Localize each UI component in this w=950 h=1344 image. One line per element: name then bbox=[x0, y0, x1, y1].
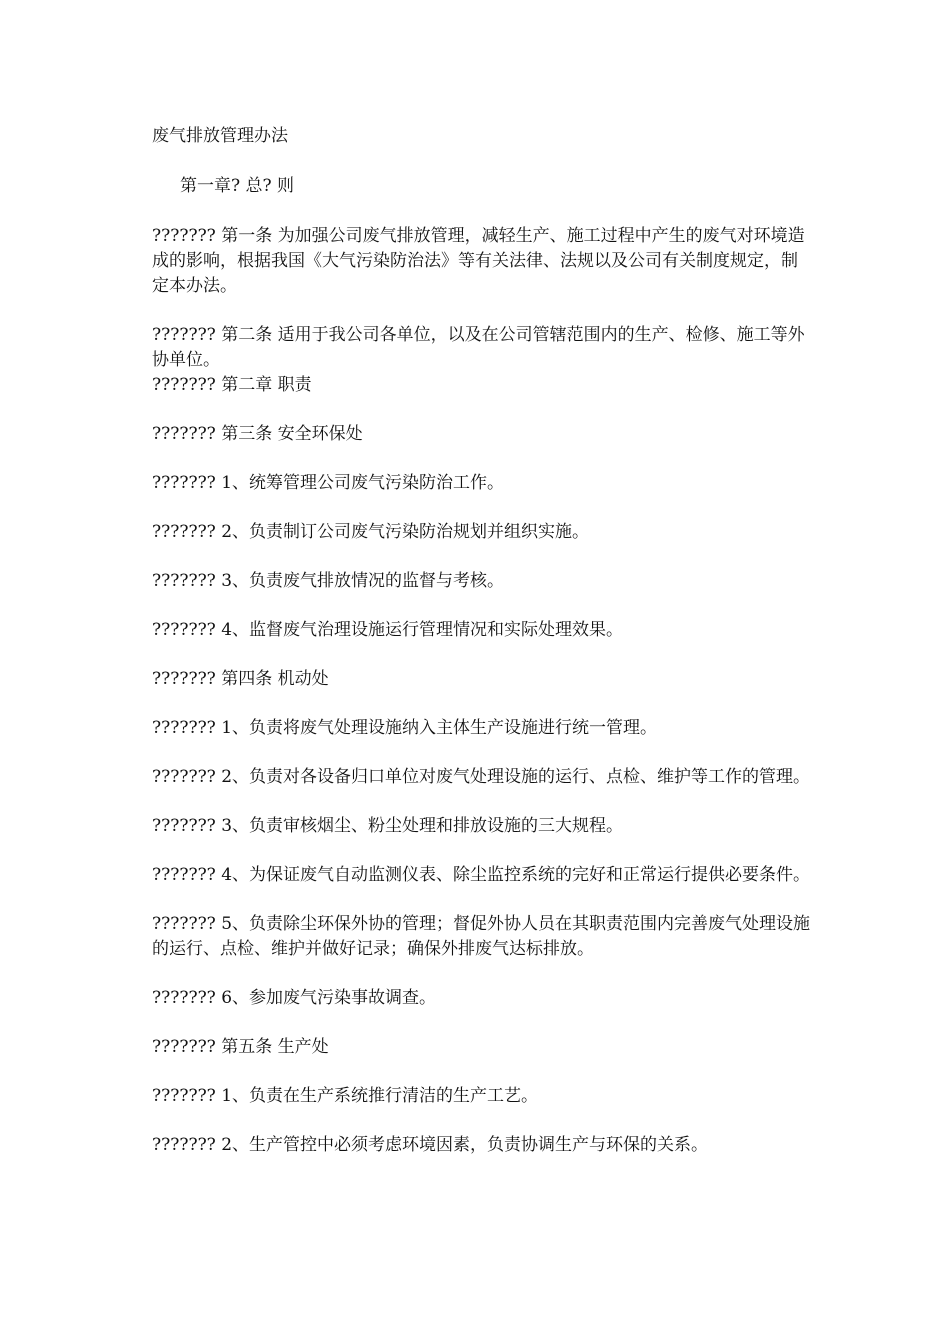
list-item: ??????? 1、负责在生产系统推行清洁的生产工艺。 bbox=[152, 1086, 539, 1106]
article-paragraph: ??????? 第二条 适用于我公司各单位，以及在公司管辖范围内的生产、检修、施工等外协单位。 bbox=[152, 325, 805, 370]
chapter-heading: 第一章? 总? 则 bbox=[180, 176, 295, 196]
article-heading: ??????? 第三条 安全环保处 bbox=[152, 424, 363, 444]
chapter-heading: ??????? 第二章 职责 bbox=[152, 375, 312, 395]
article-heading: ??????? 第五条 生产处 bbox=[152, 1037, 329, 1057]
list-item: ??????? 5、负责除尘环保外协的管理；督促外协人员在其职责范围内完善废气处理设施的运行、点检、维护并做好记录；确保外排废气达标排放。 bbox=[152, 914, 811, 959]
document-body bbox=[152, 124, 812, 1182]
document-title: 废气排放管理办法 bbox=[152, 126, 288, 146]
article-heading: ??????? 第四条 机动处 bbox=[152, 669, 329, 689]
list-item: ??????? 4、监督废气治理设施运行管理情况和实际处理效果。 bbox=[152, 620, 624, 640]
list-item: ??????? 2、负责对各设备归口单位对废气处理设施的运行、点检、维护等工作的管理。 bbox=[152, 767, 811, 787]
article-paragraph: ??????? 第一条 为加强公司废气排放管理，减轻生产、施工过程中产生的废气对环境造成的影响，根据我国《大气污染防治法》等有关法律、法规以及公司有关制度规定，制定本办法。 bbox=[152, 226, 805, 296]
list-item: ??????? 2、负责制订公司废气污染防治规划并组织实施。 bbox=[152, 522, 590, 542]
list-item: ??????? 1、统筹管理公司废气污染防治工作。 bbox=[152, 473, 505, 493]
list-item: ??????? 3、负责审核烟尘、粉尘处理和排放设施的三大规程。 bbox=[152, 816, 624, 836]
list-item: ??????? 2、生产管控中必须考虑环境因素，负责协调生产与环保的关系。 bbox=[152, 1135, 709, 1155]
list-item: ??????? 3、负责废气排放情况的监督与考核。 bbox=[152, 571, 505, 591]
list-item: ??????? 4、为保证废气自动监测仪表、除尘监控系统的完好和正常运行提供必要条件。 bbox=[152, 865, 811, 885]
list-item: ??????? 1、负责将废气处理设施纳入主体生产设施进行统一管理。 bbox=[152, 718, 658, 738]
list-item: ??????? 6、参加废气污染事故调查。 bbox=[152, 988, 437, 1008]
